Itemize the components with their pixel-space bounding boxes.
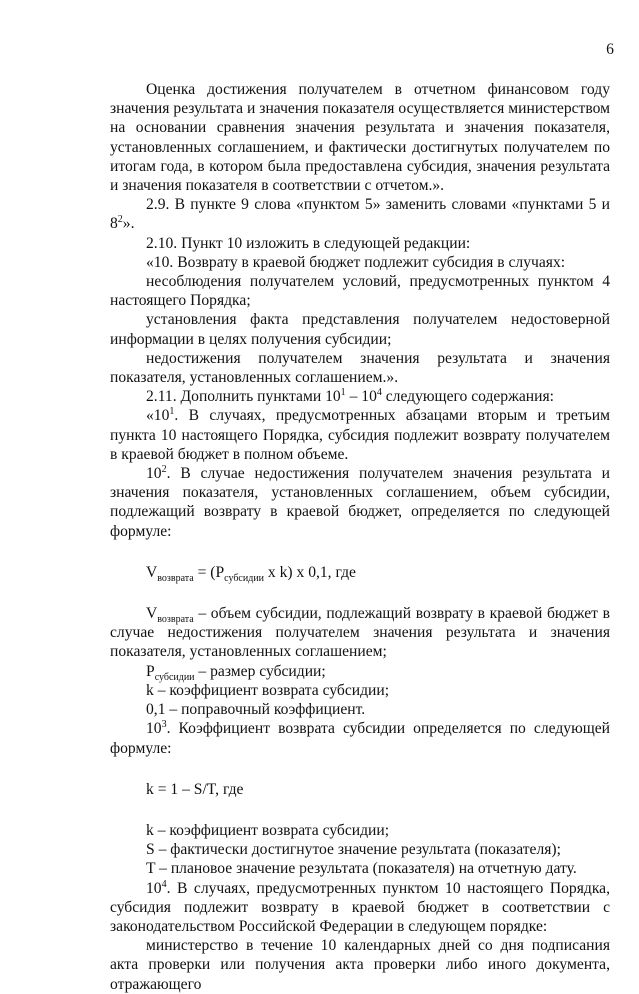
definition-p [110, 662, 610, 681]
paragraph-item-10-1 [110, 406, 610, 464]
subscript: возврата [157, 614, 194, 626]
definition-t: T – плановое значение результата (показателя) на отчетную дату. [146, 860, 577, 878]
text: . В случаях, предусмотренных пунктом 10 настоящего Порядка, субсидия подлежит возврату в краевой бюджет в соответствии с законодательством Российской Федерации в следующем порядке: [110, 879, 610, 935]
text: «10 [146, 407, 170, 425]
spacer [110, 541, 610, 563]
paragraph-item-10-3 [110, 719, 610, 757]
definition-s: S – фактически достигнутое значение результата (показателя); [146, 841, 561, 859]
subscript: возврата [157, 572, 194, 584]
formula-volume [110, 563, 610, 582]
subscript: субсидии [224, 572, 265, 584]
text: 10 [146, 720, 162, 738]
text: следующего содержания: [381, 388, 554, 406]
text: – объем субсидии, подлежащий возврату в краевой бюджет в случае недостижения получателем значения результата и значения показателя, установленных соглашением; [110, 605, 610, 661]
superscript: 2 [161, 463, 167, 475]
paragraph-2-10: 2.10. Пункт 10 изложить в следующей редакции: [146, 234, 471, 252]
definition-v [110, 604, 610, 662]
subscript: субсидии [154, 671, 195, 683]
text: . В случаях, предусмотренных абзацами вторым и третьим пункта 10 настоящего Порядка, субсидия подлежит возврату получателем в краевой бюджет в полном объеме. [110, 407, 610, 463]
paragraph-case-noncompliance: несоблюдения получателем условий, предусмотренных пунктом 4 настоящего Порядка; [110, 273, 610, 310]
superscript: 4 [161, 878, 167, 890]
paragraph-case-false-info: установления факта представления получателем недостоверной информации в целях получения субсидии; [110, 311, 610, 348]
text: x k) x 0,1, где [264, 563, 356, 581]
text: 10 [146, 465, 162, 483]
text: . Коэффициент возврата субсидии определяется по следующей формуле: [110, 720, 610, 757]
spacer [110, 758, 610, 780]
spacer [110, 582, 610, 604]
text: = (P [193, 563, 225, 581]
paragraph-item-10-2 [110, 464, 610, 541]
paragraph-2-9-text: 2.9. В пункте 9 слова «пунктом 5» заменить словами «пунктами 5 и 8 [110, 196, 610, 233]
superscript: 4 [376, 387, 382, 399]
superscript: 3 [161, 719, 167, 731]
superscript: 2 [117, 214, 123, 226]
paragraph-2-9 [110, 195, 610, 233]
text: – 10 [345, 388, 377, 406]
definition-k-2: k – коэффициент возврата субсидии; [146, 821, 390, 839]
definition-k: k – коэффициент возврата субсидии; [146, 681, 390, 699]
paragraph-2-9-tail: ». [122, 215, 135, 233]
document-body [110, 80, 610, 994]
text: P [146, 662, 155, 680]
text: 2.11. Дополнить пунктами 10 [146, 388, 341, 406]
text: 10 [146, 879, 162, 897]
paragraph-item-10: «10. Возврату в краевой бюджет подлежит субсидия в случаях: [146, 253, 566, 271]
definition-correction: 0,1 – поправочный коэффициент. [146, 701, 366, 719]
text: V [146, 563, 158, 581]
superscript: 1 [169, 406, 175, 418]
page-number: 6 [606, 41, 614, 58]
paragraph-2-11 [110, 387, 610, 406]
text: – размер субсидии; [194, 662, 326, 680]
text: V [146, 605, 158, 623]
paragraph-ministry-deadline: министерство в течение 10 календарных дней со дня подписания акта проверки или получения акта проверки либо иного документа, отражающего [110, 937, 610, 993]
superscript: 1 [340, 387, 346, 399]
paragraph-item-10-4 [110, 879, 610, 937]
paragraph-evaluation: Оценка достижения получателем в отчетном финансовом году значения результата и значения показателя осуществляется министерством на основании сравнения значения результата и значения показателя, установленных соглашением, и фактически достигнутых получателем по итогам года, в котором была предоставлена субсидия, значения результата и значения показателя в соответствии с отчетом.». [110, 81, 610, 195]
paragraph-case-not-achieved: недостижения получателем значения результата и значения показателя, установленных соглашением.». [110, 349, 610, 387]
text: . В случае недостижения получателем значения результата и значения показателя, установленных соглашением, объем субсидии, подлежащий возврату в краевой бюджет, определяется по следующей формуле: [110, 465, 610, 540]
spacer [110, 799, 610, 821]
formula-coefficient: k = 1 – S/T, где [146, 780, 244, 798]
